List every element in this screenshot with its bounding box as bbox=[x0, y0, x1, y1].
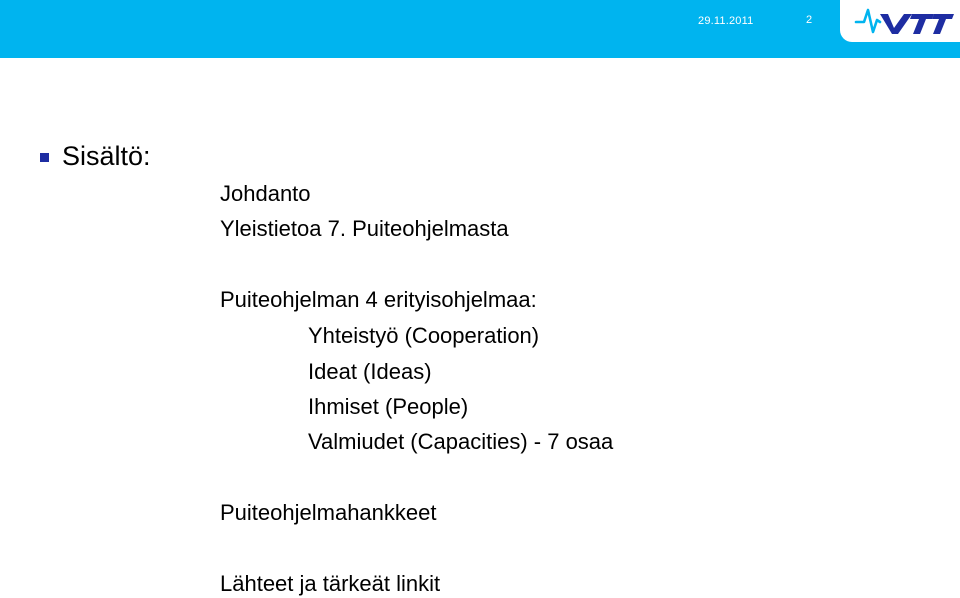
subitem-cooperation: Yhteistyö (Cooperation) bbox=[308, 323, 540, 348]
heading-text: Sisältö: bbox=[62, 141, 151, 171]
agenda-item-general-info: Yleistietoa 7. Puiteohjelmasta bbox=[220, 216, 509, 241]
agenda-item-specific-programmes: Puiteohjelman 4 erityisohjelmaa: bbox=[220, 287, 537, 312]
slide-page-number: 2 bbox=[806, 14, 813, 26]
header-bar bbox=[0, 0, 960, 58]
agenda-heading bbox=[40, 140, 151, 172]
slide-date: 29.11.2011 bbox=[698, 15, 754, 27]
agenda-item-introduction: Johdanto bbox=[220, 181, 311, 206]
subitem-people: Ihmiset (People) bbox=[308, 394, 469, 419]
agenda-item-projects: Puiteohjelmahankkeet bbox=[220, 500, 437, 525]
square-bullet-icon bbox=[40, 153, 49, 162]
subitem-ideas: Ideat (Ideas) bbox=[308, 359, 432, 384]
vtt-logo-icon bbox=[854, 6, 954, 36]
agenda-item-sources-links: Lähteet ja tärkeät linkit bbox=[220, 571, 441, 596]
vtt-logo bbox=[840, 0, 960, 42]
subitem-capacities: Valmiudet (Capacities) - 7 osaa bbox=[308, 429, 614, 454]
